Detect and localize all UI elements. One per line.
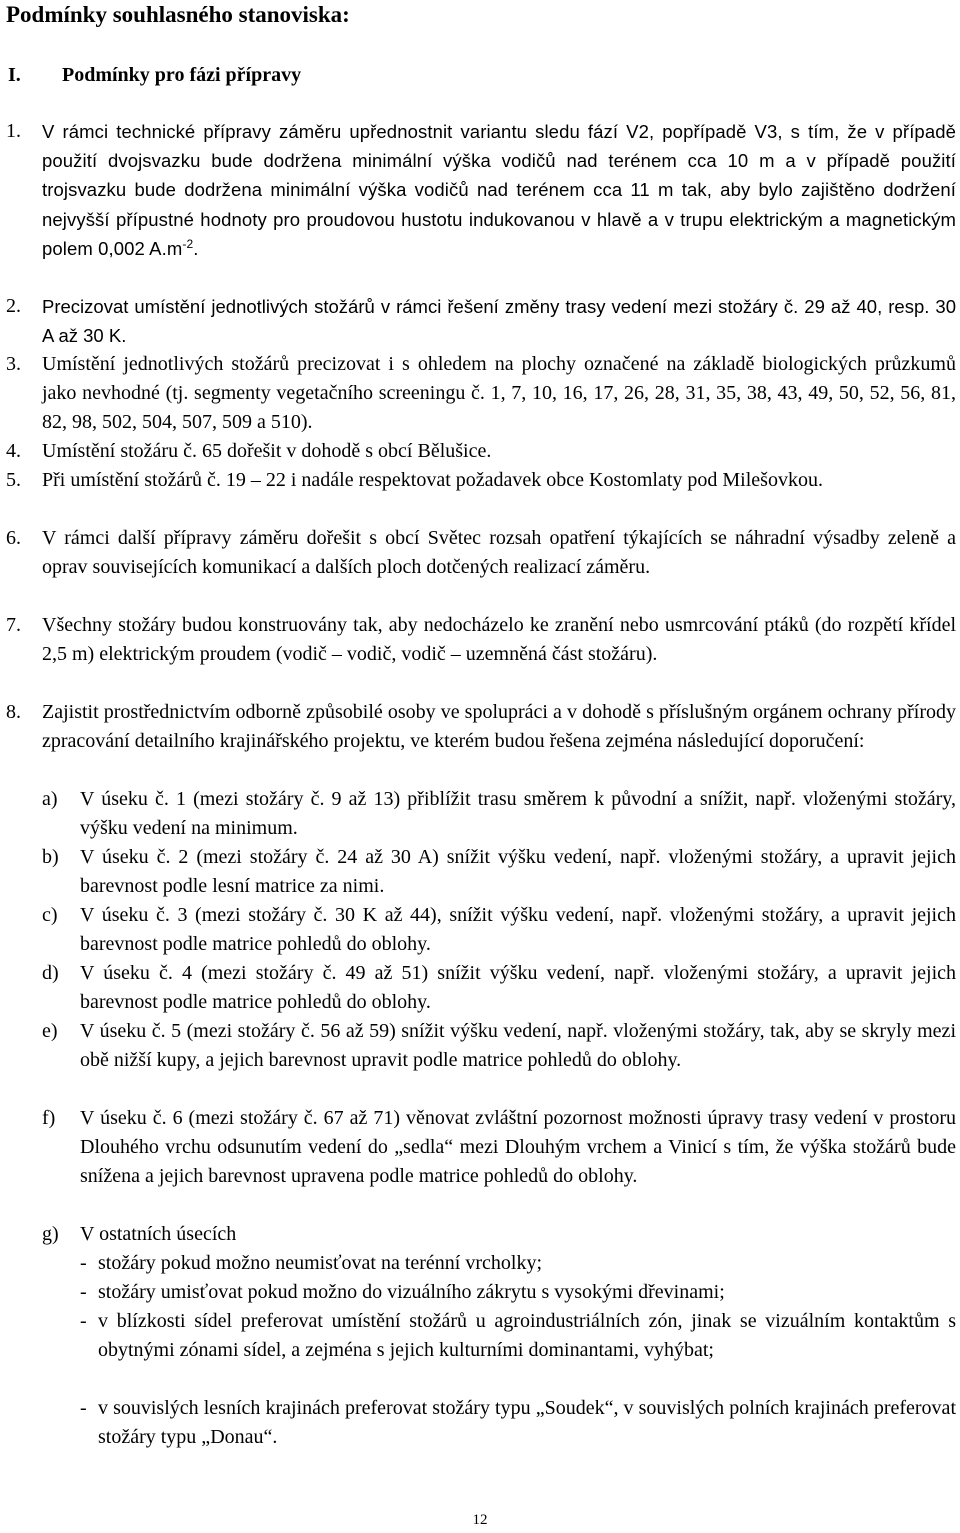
subitem-text: V úseku č. 3 (mezi stožáry č. 30 K až 44), snížit výšku vedení, např. vloženými stožáry, a upravit jejich barevnost podle matrice pohledů do oblohy. <box>80 904 956 956</box>
item-text: V rámci technické přípravy záměru upřednostnit variantu sledu fází V2, popřípadě V3, s tím, že v případě použití dvojsvazku bude dodržena minimální výška vodičů nad terénem cca 10 m a v případě použití trojsvazku bude dodržena minimální výška vodičů nad terénem cca 11 m tak, aby bylo zajištěno dodržení nejvyšší přípustné hodnoty pro proudovou hustotu indukovanou v hlavě a v trupu elektrickým a magnetickým polem 0,002 $A.m^{-2}$. <box>42 121 956 259</box>
section-number: I. <box>8 64 21 86</box>
item-text: Při umístění stožárů č. 19 – 22 i nadále respektovat požadavek obce Kostomlaty pod Milešovkou. <box>42 469 823 491</box>
subitem-text: V ostatních úsecích <box>80 1223 237 1245</box>
item-text: V rámci další přípravy záměru dořešit s obcí Světec rozsah opatření týkajících se náhradní výsadby zeleně a oprav souvisejících komunikací a dalších ploch dotčených realizací záměru. <box>42 527 956 579</box>
subitem-text: V úseku č. 5 (mezi stožáry č. 56 až 59) snížit výšku vedení, např. vloženými stožáry, tak, aby se skryly mezi obě nižší kupy, a jejich barevnost upravit podle matrice pohledů do oblohy. <box>80 1020 956 1072</box>
item-number: 2. <box>6 295 21 317</box>
item-text: Precizovat umístění jednotlivých stožárů v rámci řešení změny trasy vedení mezi stožáry č. 29 až 40, resp. 30 A až 30 K. <box>42 296 956 347</box>
section-title: Podmínky pro fázi přípravy <box>62 64 302 86</box>
subitem-text: V úseku č. 1 (mezi stožáry č. 9 až 13) přiblížit trasu směrem k původní a snížit, např. vloženými stožáry, výšku vedení na minimum. <box>80 788 956 840</box>
subitem-letter: d) <box>42 962 59 984</box>
item-number: 4. <box>6 440 21 462</box>
subitem-letter: f) <box>42 1107 56 1129</box>
dash-text: stožáry pokud možno neumisťovat na terénní vrcholky; <box>98 1252 542 1274</box>
subitem-text: V úseku č. 6 (mezi stožáry č. 67 až 71) věnovat zvláštní pozornost možnosti úpravy trasy vedení v prostoru Dlouhého vrchu odsunutím vedení do „sedla“ mezi Dlouhým vrchem a Vinicí s tím, že výška stožárů bude snížena a jejich barevnost upravena podle matrice pohledů do oblohy. <box>80 1107 956 1188</box>
dash-text: stožáry umisťovat pokud možno do vizuálního zákrytu s vysokými dřevinami; <box>98 1281 725 1303</box>
item-number: 8. <box>6 701 21 723</box>
item-text: Zajistit prostřednictvím odborně způsobilé osoby ve spolupráci a v dohodě s příslušným orgánem ochrany přírody zpracování detailního krajinářského projektu, ve kterém budou řešena zejména následující doporučení: <box>42 701 956 753</box>
subitem-letter: a) <box>42 788 58 810</box>
item-text: Všechny stožáry budou konstruovány tak, aby nedocházelo ke zranění nebo usmrcování ptáků (do rozpětí křídel 2,5 m) elektrickým proudem (vodič – vodič, vodič – uzemněná část stožáru). <box>42 614 956 666</box>
dash-text: v souvislých lesních krajinách preferovat stožáry typu „Soudek“, v souvislých polních krajinách preferovat stožáry typu „Donau“. <box>98 1397 956 1449</box>
dash-bullet: - <box>80 1397 87 1419</box>
item-text: Umístění jednotlivých stožárů precizovat i s ohledem na plochy označené na základě biologických průzkumů jako nevhodné (tj. segmenty vegetačního screeningu č. 1, 7, 10, 16, 17, 26, 28, 31, 35, 38, 43, 49, 50, 52, 56, 81, 82, 98, 502, 504, 507, 509 a 510). <box>42 353 956 434</box>
dash-bullet: - <box>80 1252 87 1274</box>
item-number: 7. <box>6 614 21 636</box>
item-number: 3. <box>6 353 21 375</box>
page-number: 12 <box>472 1512 488 1528</box>
exponent: -2 <box>182 236 194 251</box>
subitem-letter: b) <box>42 846 59 868</box>
dash-bullet: - <box>80 1281 87 1303</box>
subitem-text: V úseku č. 2 (mezi stožáry č. 24 až 30 A) snížit výšku vedení, např. vloženými stožáry, a upravit jejich barevnost podle lesní matrice za nimi. <box>80 846 956 898</box>
subitem-letter: e) <box>42 1020 58 1042</box>
dash-text: v blízkosti sídel preferovat umístění stožárů u agroindustriálních zón, jinak se vizuálním kontaktům s obytnými zónami sídel, a zejména s jejich kulturními dominantami, vyhýbat; <box>98 1310 956 1362</box>
subitem-letter: c) <box>42 904 58 926</box>
item-number: 1. <box>6 120 21 142</box>
item-number: 5. <box>6 469 21 491</box>
item-text: Umístění stožáru č. 65 dořešit v dohodě s obcí Bělušice. <box>42 440 492 462</box>
subitem-text: V úseku č. 4 (mezi stožáry č. 49 až 51) snížit výšku vedení, např. vloženými stožáry, a upravit jejich barevnost podle matrice pohledů do oblohy. <box>80 962 956 1014</box>
item-number: 6. <box>6 527 21 549</box>
subitem-letter: g) <box>42 1223 59 1245</box>
page-heading: Podmínky souhlasného stanoviska: <box>6 2 350 27</box>
dash-bullet: - <box>80 1310 87 1332</box>
